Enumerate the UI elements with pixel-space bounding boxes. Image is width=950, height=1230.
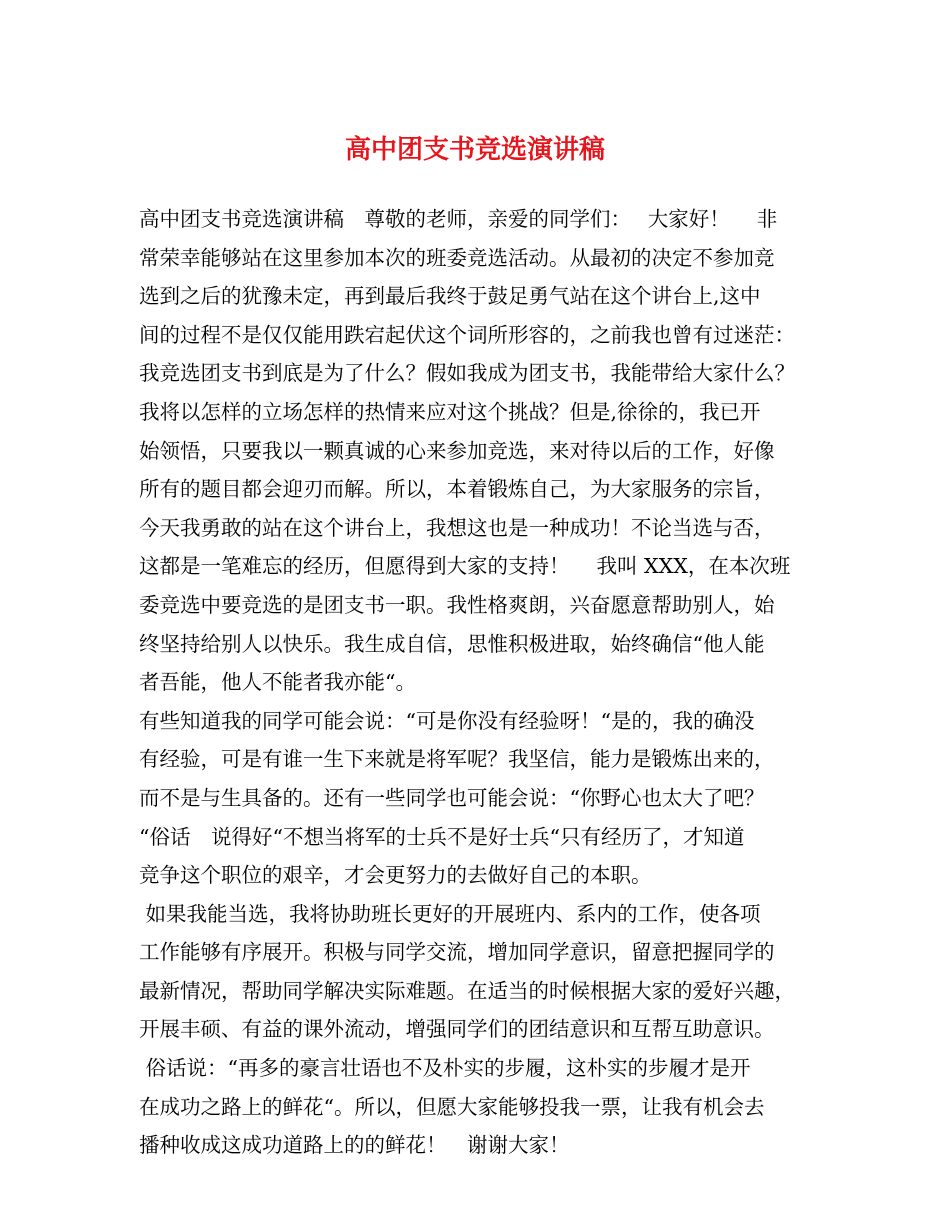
body-line: 所有的题目都会迎刃而解。所以，本着锻炼自己，为大家服务的宗旨， — [139, 477, 775, 502]
body-line: 常荣幸能够站在这里参加本次的班委竞选活动。从最初的决定不参加竞 — [139, 245, 775, 270]
body-line: 者吾能，他人不能者我亦能“。 — [139, 670, 416, 695]
document-title: 高中团支书竞选演讲稿 — [344, 135, 605, 165]
body-line: 我竞选团支书到底是为了什么？假如我成为团支书，我能带给大家什么？ — [139, 361, 795, 386]
body-line: 高中团支书竞选演讲稿 尊敬的老师，亲爱的同学们： 大家好！ 非 — [139, 207, 778, 231]
document-body — [139, 200, 819, 1165]
body-line: 在成功之路上的鲜花“。所以，但愿大家能够投我一票，让我有机会去 — [139, 1094, 765, 1119]
body-line: 如果我能当选，我将协助班长更好的开展班内、系内的工作，使各项 — [139, 901, 761, 926]
body-line: 而不是与生具备的。还有一些同学也可能会说：“你野心也太大了吧？ — [139, 785, 765, 810]
body-line: 这都是一笔难忘的经历，但愿得到大家的支持！ 我叫 XXX，在本次班 — [139, 554, 791, 579]
body-line: 最新情况，帮助同学解决实际难题。在适当的时候根据大家的爱好兴趣， — [139, 978, 795, 1003]
body-line: 始领悟，只要我以一颗真诚的心来参加竞选，来对待以后的工作，好像 — [139, 438, 775, 463]
body-line: 有经验，可是有谁一生下来就是将军呢？我坚信，能力是锻炼出来的， — [139, 747, 775, 772]
body-line: 有些知道我的同学可能会说：“可是你没有经验呀！“是的，我的确没 — [139, 708, 755, 733]
body-line: 间的过程不是仅仅能用跌宕起伏这个词所形容的，之前我也曾有过迷茫： — [139, 322, 795, 347]
body-line: “俗话 说得好“不想当将军的士兵不是好士兵“只有经历了，才知道 — [139, 824, 745, 849]
body-line: 我将以怎样的立场怎样的热情来应对这个挑战？但是,徐徐的，我已开 — [139, 399, 761, 424]
body-line: 终坚持给别人以快乐。我生成自信，思惟积极进取，始终确信“他人能 — [139, 631, 765, 656]
body-line: 开展丰硕、有益的课外流动，增强同学们的团结意识和互帮互助意识。 — [139, 1017, 775, 1042]
body-line: 今天我勇敢的站在这个讲台上，我想这也是一种成功！不论当选与否， — [139, 515, 775, 540]
body-line: 播种收成这成功道路上的的鲜花！ 谢谢大家！ — [139, 1133, 570, 1158]
body-line: 竞争这个职位的艰辛，才会更努力的去做好自己的本职。 — [139, 863, 652, 888]
body-line: 委竞选中要竞选的是团支书一职。我性格爽朗，兴奋愿意帮助别人，始 — [139, 592, 775, 617]
body-line: 俗话说：“再多的豪言壮语也不及朴实的步履，这朴实的步履才是开 — [139, 1056, 751, 1081]
body-line: 工作能够有序展开。积极与同学交流，增加同学意识，留意把握同学的 — [139, 940, 775, 965]
body-line: 选到之后的犹豫未定，再到最后我终于鼓足勇气站在这个讲台上,这中 — [139, 284, 761, 309]
